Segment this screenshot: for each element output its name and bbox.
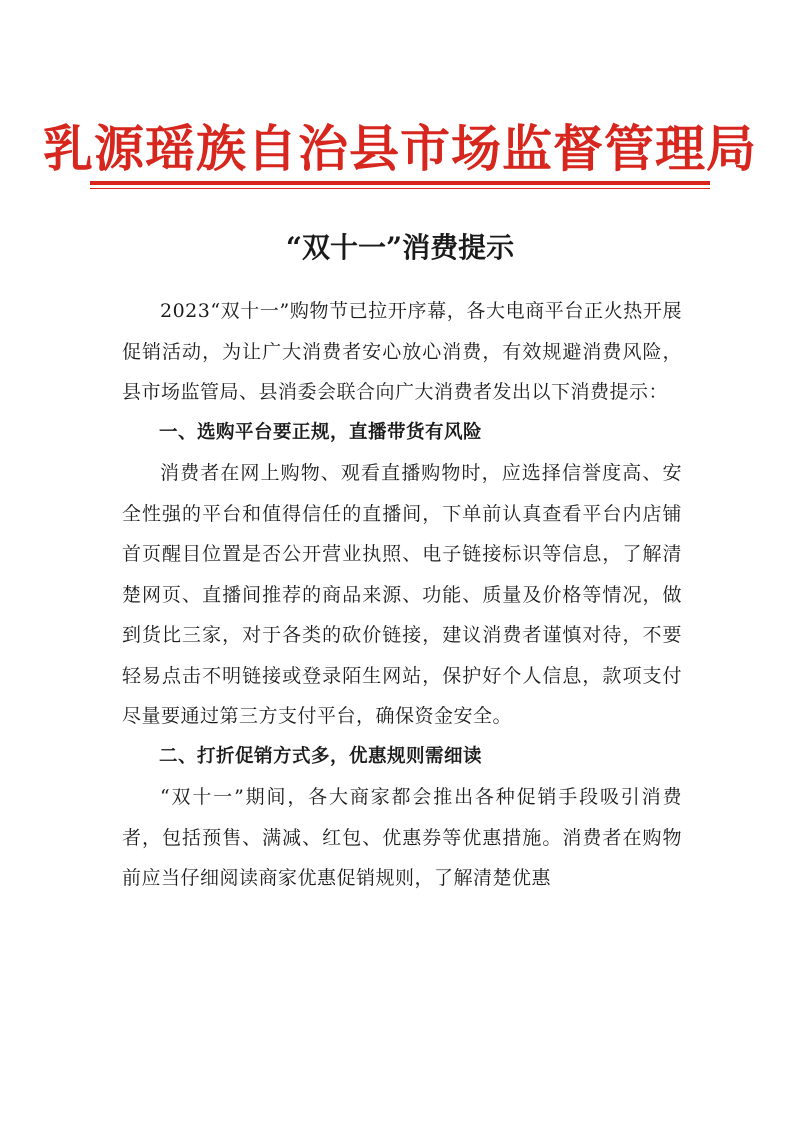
document-title: “双十一”消费提示 bbox=[285, 231, 515, 264]
intro-paragraph: 2023“双十一”购物节已拉开序幕，各大电商平台正火热开展促销活动，为让广大消费者安心放心消费，有效规避消费风险，县市场监管局、县消委会联合向广大消费者发出以下消费提示： bbox=[122, 300, 682, 403]
section-heading: 一、选购平台要正规，直播带货有风险 bbox=[159, 421, 483, 443]
letterhead-rule-thick bbox=[90, 181, 710, 185]
document-body bbox=[122, 291, 682, 899]
section-paragraph: “双十一”期间，各大商家都会推出各种促销手段吸引消费者，包括预售、满减、红包、优惠券等优惠措施。消费者在购物前应当仔细阅读商家优惠促销规则，了解清楚优惠 bbox=[122, 786, 682, 889]
section-paragraph: 消费者在网上购物、观看直播购物时，应选择信誉度高、安全性强的平台和值得信任的直播间，下单前认真查看平台内店铺首页醒目位置是否公开营业执照、电子链接标识等信息，了解清楚网页、直播间推荐的商品来源、功能、质量及价格等情况，做到货比三家，对于各类的砍价链接，建议消费者谨慎对待，不要轻易点击不明链接或登录陌生网站，保护好个人信息，款项支付尽量要通过第三方支付平台，确保资金安全。 bbox=[122, 462, 682, 727]
letterhead-rule-thin bbox=[90, 188, 710, 189]
section-heading: 二、打折促销方式多，优惠规则需细读 bbox=[159, 745, 483, 767]
agency-letterhead: 乳源瑶族自治县市场监督管理局 bbox=[43, 119, 757, 178]
